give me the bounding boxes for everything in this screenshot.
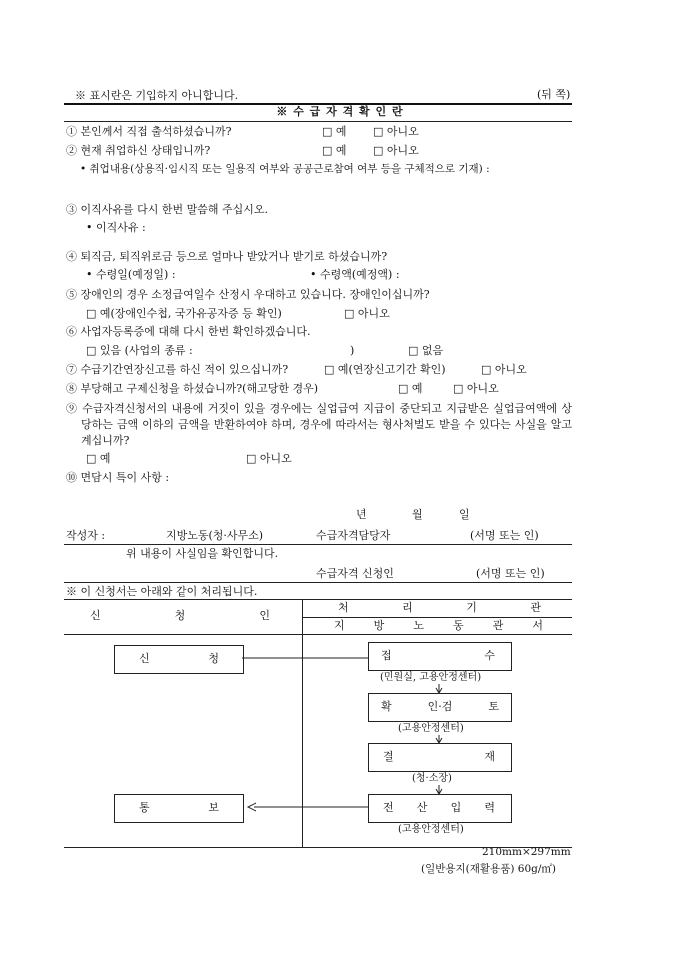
date-month: 월 bbox=[412, 508, 423, 521]
header-labor-char: 지 bbox=[334, 619, 345, 632]
q8-text: ⑧ 부당해고 구제신청을 하셨습니까?(해고당한 경우) bbox=[66, 382, 318, 395]
step-input-sub: (고용안정센터) bbox=[398, 824, 464, 835]
step-approve-char: 결 bbox=[383, 750, 394, 763]
q4-text: ④ 퇴직금, 퇴직위로금 등으로 얼마나 받았거나 받기로 하셨습니까? bbox=[66, 250, 388, 263]
q7-text: ⑦ 수급기간연장신고를 하신 적이 있으십니까? bbox=[66, 363, 289, 376]
paper-size: 210mm×297mm bbox=[482, 846, 571, 858]
header-labor-char: 관 bbox=[492, 619, 504, 632]
q6-no-checkbox[interactable]: □ 없음 bbox=[408, 344, 444, 357]
q4-date-label: • 수령일(예정일) : bbox=[86, 268, 176, 281]
q5-text: ⑤ 장애인의 경우 소정급여일수 산정시 우대하고 있습니다. 장애인이십니까? bbox=[66, 288, 430, 301]
confirm-statement: 위 내용이 사실임을 확인합니다. bbox=[126, 547, 279, 560]
q1-yes-checkbox[interactable]: □ 예 bbox=[322, 125, 347, 138]
q6-text: ⑥ 사업자등록증에 대해 다시 한번 확인하겠습니다. bbox=[66, 325, 311, 338]
q1-no-checkbox[interactable]: □ 아니오 bbox=[373, 125, 419, 138]
officer-label: 수급자격담당자 bbox=[316, 529, 391, 542]
step-input-char: 입 bbox=[450, 801, 462, 814]
notify-char: 보 bbox=[208, 801, 219, 814]
process-note: ※ 이 신청서는 아래와 같이 처리됩니다. bbox=[66, 585, 258, 598]
applicant-label: 수급자격 신청인 bbox=[316, 567, 394, 580]
q5-no-checkbox[interactable]: □ 아니오 bbox=[344, 307, 390, 320]
q1-text: ① 본인께서 직접 출석하셨습니까? bbox=[66, 125, 232, 138]
form-notice: ※ 표시란은 기입하지 아니합니다. bbox=[75, 89, 239, 102]
q8-no-checkbox[interactable]: □ 아니오 bbox=[453, 382, 499, 395]
step-input-char: 산 bbox=[416, 801, 428, 814]
header-labor-char: 서 bbox=[532, 619, 543, 632]
header-labor-char: 노 bbox=[413, 619, 424, 632]
apply-char: 신 bbox=[139, 652, 150, 665]
q9-yes-checkbox[interactable]: □ 예 bbox=[86, 452, 111, 465]
header-agency-char: 기 bbox=[466, 601, 477, 614]
q4-amount-label: • 수령액(예정액) : bbox=[310, 268, 400, 281]
q2-no-checkbox[interactable]: □ 아니오 bbox=[373, 144, 419, 157]
q8-yes-checkbox[interactable]: □ 예 bbox=[398, 382, 423, 395]
apply-char: 청 bbox=[208, 652, 219, 665]
header-labor-char: 동 bbox=[453, 619, 464, 632]
header-agency-char: 리 bbox=[402, 601, 413, 614]
q9-no-checkbox[interactable]: □ 아니오 bbox=[246, 452, 292, 465]
q10-text: ⑩ 면담시 특이 사항 : bbox=[66, 471, 170, 484]
q2-yes-checkbox[interactable]: □ 예 bbox=[322, 144, 347, 157]
q6-yes-checkbox[interactable]: □ 있음 (사업의 종류 : bbox=[86, 344, 193, 357]
step-receive-char: 접 bbox=[381, 649, 392, 662]
q3-text: ③ 이직사유를 다시 한번 말씀해 주십시오. bbox=[66, 203, 268, 216]
office-label: 지방노동(청·사무소) bbox=[166, 529, 264, 542]
officer-seal: (서명 또는 인) bbox=[470, 529, 539, 542]
header-agency-char: 관 bbox=[530, 601, 541, 614]
page-side-label: (뒤 쪽) bbox=[537, 88, 571, 101]
section-title: ※ 수 급 자 격 확 인 란 bbox=[276, 105, 404, 118]
header-applicant-char: 인 bbox=[259, 609, 270, 622]
step-review-sub: (고용안정센터) bbox=[398, 723, 464, 734]
header-applicant-char: 신 bbox=[90, 609, 101, 622]
step-review-char: 인·검 bbox=[427, 700, 453, 713]
q7-yes-checkbox[interactable]: □ 예(연장신고기간 확인) bbox=[324, 363, 446, 376]
step-input-char: 전 bbox=[383, 801, 394, 814]
header-applicant-char: 청 bbox=[174, 609, 186, 622]
writer-label: 작성자 : bbox=[66, 529, 106, 542]
applicant-seal: (서명 또는 인) bbox=[476, 567, 545, 580]
q3-reason-label: • 이직사유 : bbox=[86, 221, 146, 234]
step-receive-sub: (민원실, 고용안정센터) bbox=[380, 672, 482, 683]
step-review-char: 확 bbox=[381, 700, 392, 713]
q2-detail: • 취업내용(상용직·임시직 또는 일용직 여부와 공공근로참여 여부 등을 구체적으로 기재) : bbox=[80, 163, 490, 175]
q2-text: ② 현재 취업하신 상태입니까? bbox=[66, 144, 211, 157]
step-approve-char: 재 bbox=[484, 750, 495, 763]
date-year: 년 bbox=[356, 508, 367, 521]
step-review-char: 토 bbox=[488, 700, 499, 713]
notify-char: 통 bbox=[139, 801, 150, 814]
step-input-char: 력 bbox=[484, 801, 495, 814]
step-approve-sub: (청·소장) bbox=[412, 773, 452, 784]
step-receive-char: 수 bbox=[484, 649, 495, 662]
q5-yes-checkbox[interactable]: □ 예(장애인수첩, 국가유공자증 등 확인) bbox=[86, 307, 282, 320]
header-agency-char: 처 bbox=[338, 601, 349, 614]
q9-text: ⑨ 수급자격신청서의 내용에 거짓이 있을 경우에는 실업급여 지급이 중단되고 지급받은 실업급여액에 상당하는 금액 이하의 금액을 반환하여야 하며, 경우에 따라서는 형사처벌도 받을 수 있다는 사실을 알고 계십니까? bbox=[66, 402, 572, 447]
q7-no-checkbox[interactable]: □ 아니오 bbox=[481, 363, 527, 376]
date-day: 일 bbox=[459, 508, 470, 521]
paper-type: (일반용지(재활용품) 60g/㎡) bbox=[421, 863, 556, 875]
header-labor-char: 방 bbox=[373, 619, 385, 632]
q6-close-paren: ) bbox=[350, 344, 355, 357]
